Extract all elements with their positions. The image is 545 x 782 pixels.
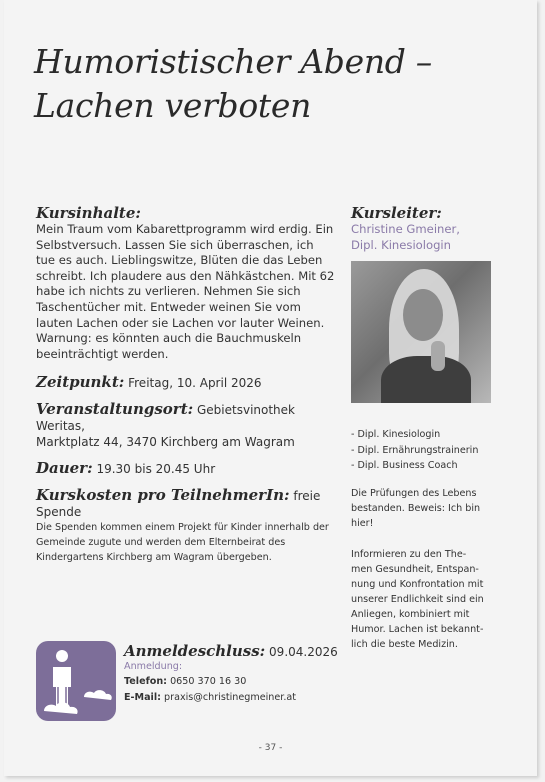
ort-value-line1: Gebietsvinothek Weritas, [36,403,295,434]
zeitpunkt-value: Freitag, 10. April 2026 [128,376,262,391]
instructor-para-2 [351,547,501,652]
ort-label: Veranstaltungsort: [36,400,194,419]
kursleiter-name: Christine Gmeiner, [351,222,460,236]
registration-sub: Anmeldung: [124,661,183,672]
dauer-row [36,460,336,477]
kursinhalte-heading: Kursinhalte: [36,204,141,222]
zeitpunkt-label: Zeitpunkt: [36,373,125,392]
para-line: Anliegen, kombiniert mit [351,608,470,620]
course-details [36,204,336,565]
person-on-cloud-icon [36,641,116,721]
para-line: nung und Konfrontation mit [351,578,484,590]
page-title [34,40,454,128]
deadline-label: Anmeldeschluss: [124,642,266,660]
page [4,0,537,776]
kosten-row [36,487,336,520]
title-line-2: Lachen verboten [34,86,312,125]
phone-label: Telefon: [124,676,168,687]
email-value: praxis@christinegmeiner.at [164,692,297,703]
qualification-list [351,427,501,474]
kursinhalte-text: Mein Traum vom Kabarettprogramm wird erdig. Ein Selbstversuch. Lassen Sie sich überraschen, ich tue es auch. Lieblingswitze, Blüten die das Leben schreibt. Ich plaudere aus den Nähkästchen. Mit 62 habe ich nichts zu verlieren. Nehmen Sie sich Taschentücher mit. Entweder weinen Sie vom lauten Lachen oder sie Lachen vor lauter Weinen. Warnung: es könnten auch die Bauchmuskeln beeinträchtigt werden. [36,222,335,361]
kursleiter-title: Dipl. Kinesiologin [351,237,452,252]
para-line: Humor. Lachen ist bekannt- [351,623,484,635]
list-item: - Dipl. Ernährungstrainerin [351,444,479,456]
para-line: unserer Endlichkeit sind ein [351,593,484,605]
kosten-label: Kurskosten pro TeilnehmerIn: [36,486,290,505]
registration-text [124,641,364,706]
instructor-column [351,204,501,652]
deadline-value: 09.04.2026 [269,645,338,659]
kosten-note: Die Spenden kommen einem Projekt für Kinder innerhalb der Gemeinde zugute und werden dem Elternbeirat des Kindergartens Kirchberg am Wagram übergeben. [36,522,329,564]
title-line-1: Humoristischer Abend – [34,42,432,81]
dauer-value: 19.30 bis 20.45 Uhr [96,462,216,477]
zeitpunkt-row [36,374,336,391]
list-item: - Dipl. Business Coach [351,460,458,472]
para-line: Informieren zu den The- [351,548,467,560]
page-number: - 37 - [258,743,283,753]
instructor-photo [351,261,491,403]
dauer-label: Dauer: [36,459,93,478]
list-item: - Dipl. Kinesiologin [351,429,441,441]
deadline-row [124,643,364,660]
para-line: lich die beste Medizin. [351,638,458,650]
kursleiter-heading: Kursleiter: [351,204,442,222]
instructor-para-1: Die Prüfungen des Lebens bestanden. Beweis: Ich bin hier! [351,487,481,529]
email-row [124,690,364,706]
ort-row [36,401,336,450]
para-line: men Gesundheit, Entspan- [351,563,479,575]
kosten-value: freie Spende [36,489,321,520]
email-label: E-Mail: [124,692,161,703]
phone-value: 0650 370 16 30 [170,676,247,687]
ort-value-line2: Marktplatz 44, 3470 Kirchberg am Wagram [36,435,295,450]
phone-row [124,674,364,690]
registration-block [36,641,356,721]
